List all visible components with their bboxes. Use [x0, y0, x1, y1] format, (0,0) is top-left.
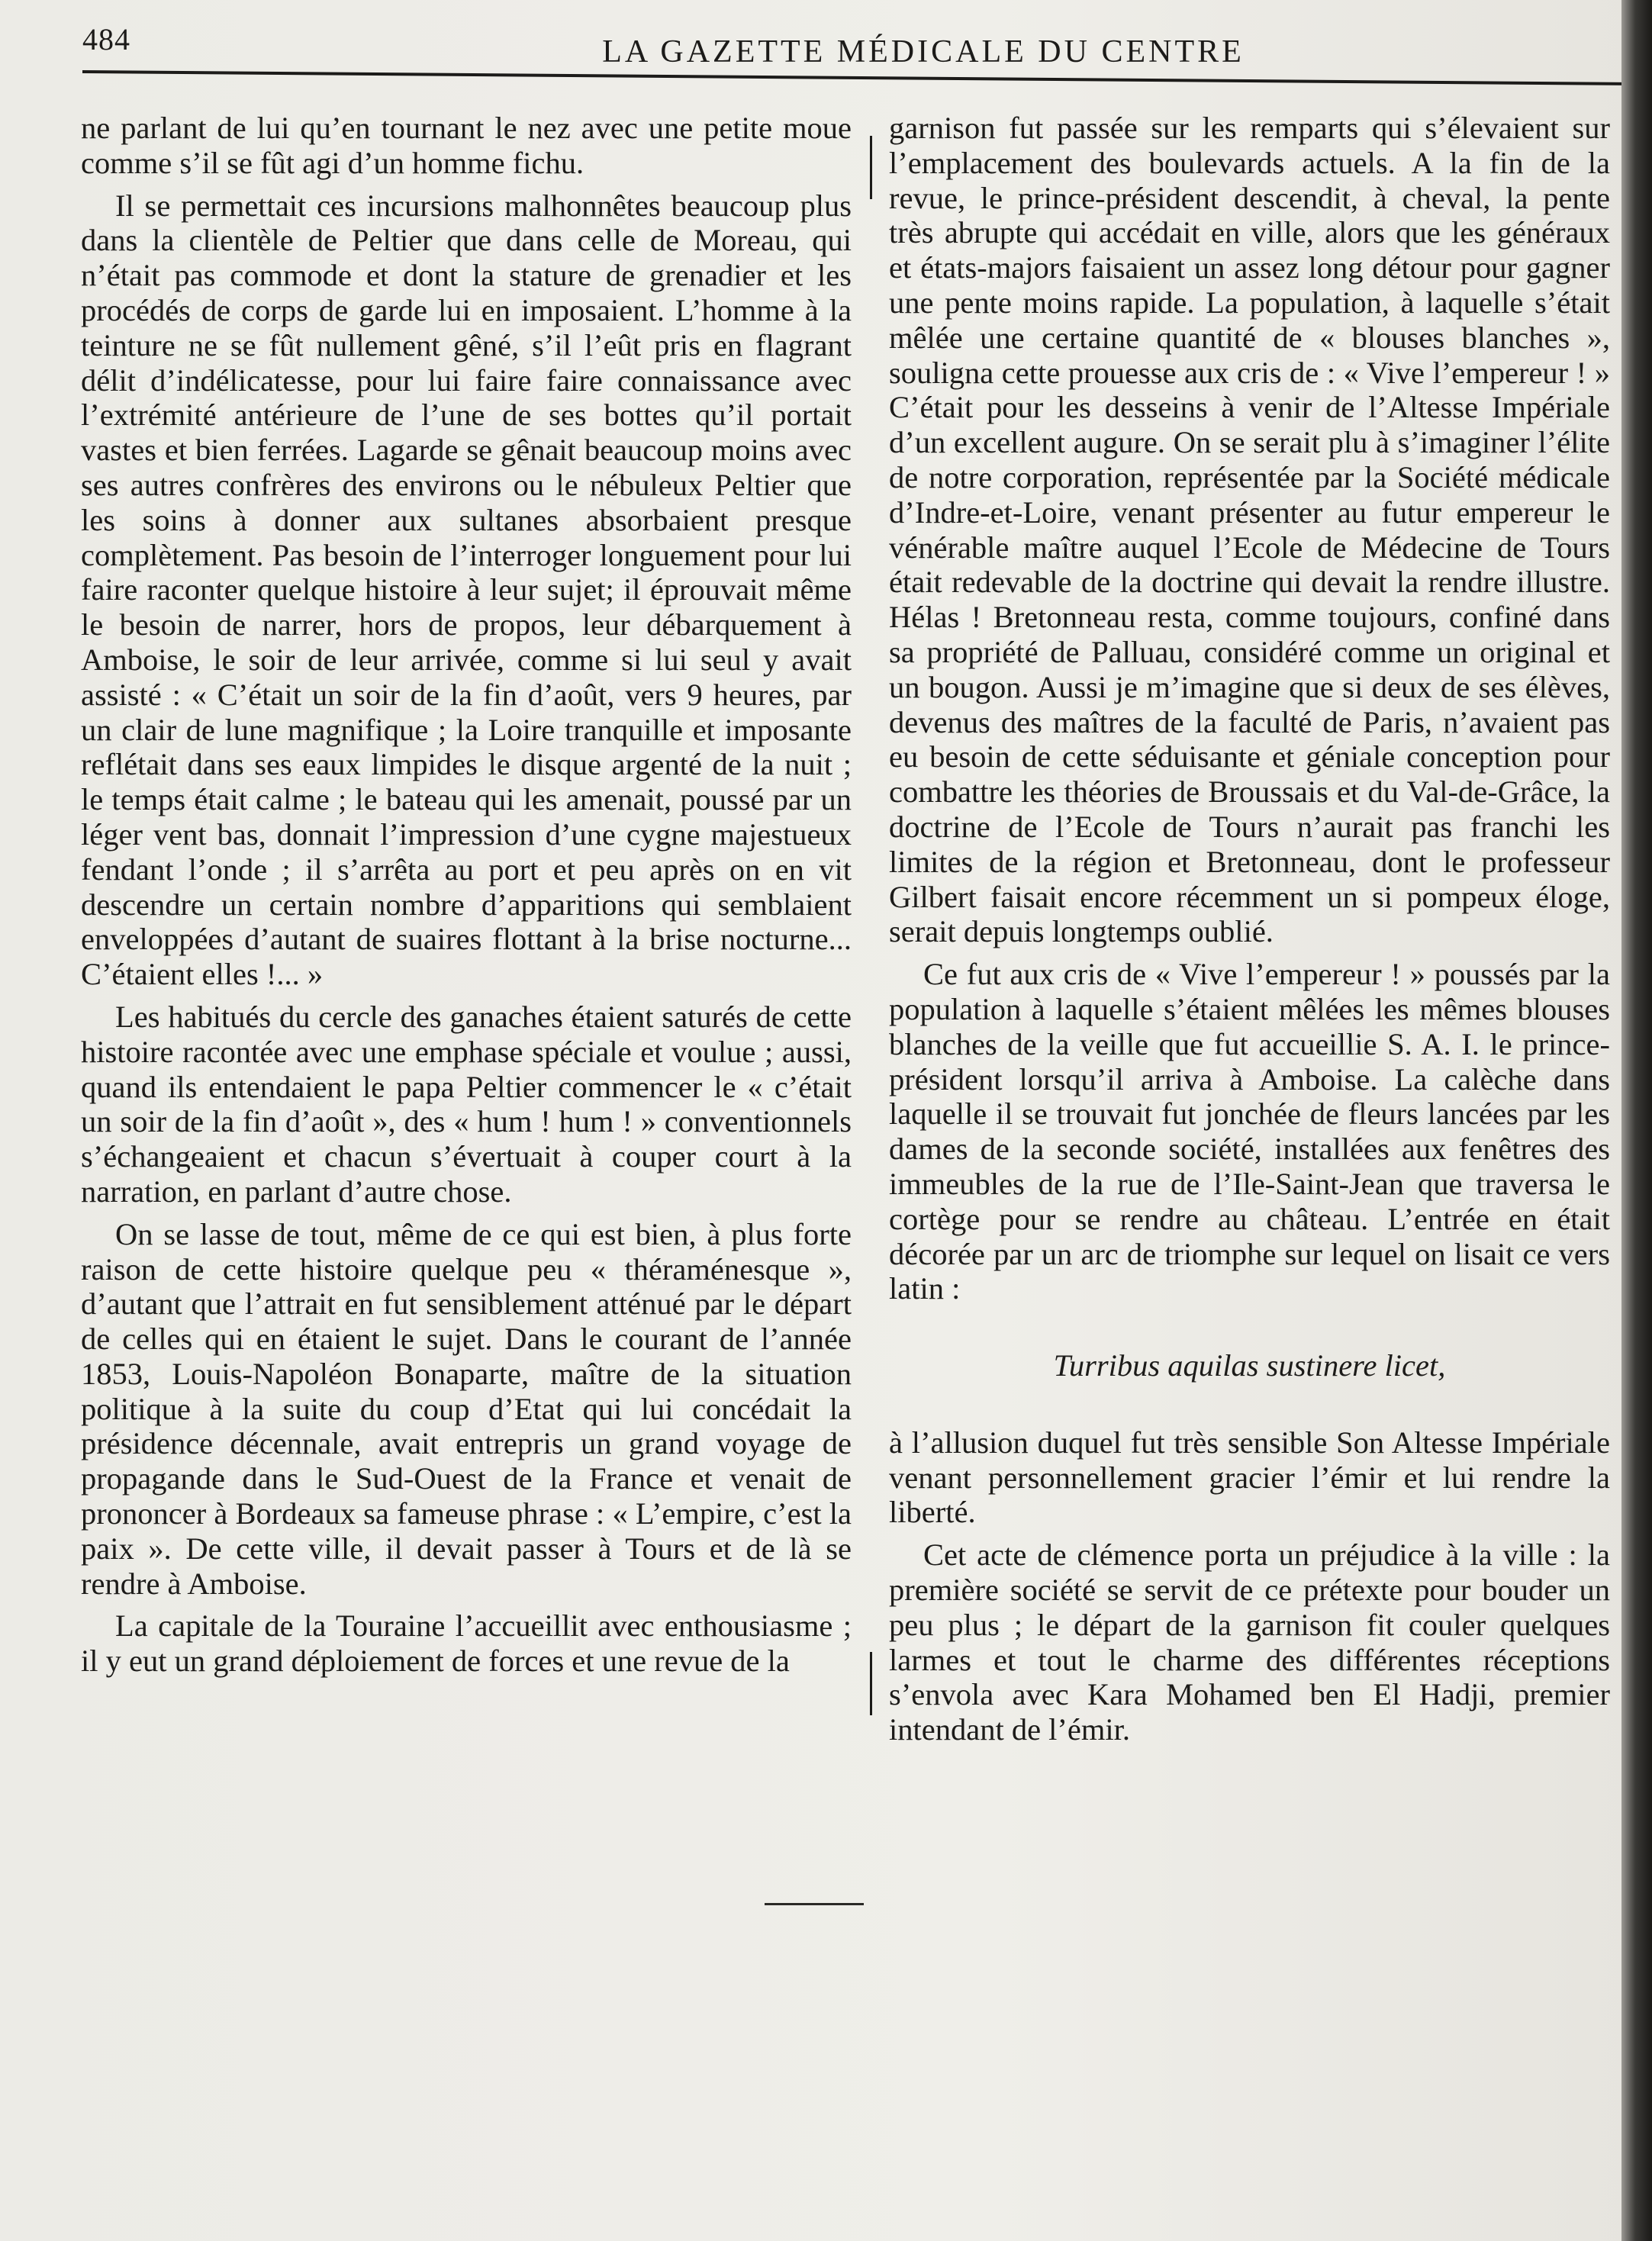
header-rule [82, 70, 1624, 85]
running-title: LA GAZETTE MÉDICALE DU CENTRE [602, 34, 1245, 69]
latin-verse: Turribus aquilas sustinere licet, [1053, 1348, 1446, 1383]
end-rule [765, 1903, 864, 1905]
page-binding-edge [1621, 0, 1652, 2241]
left-column [81, 111, 852, 1686]
paragraph: à l’allusion duquel fut très sensible Son Altesse Impériale venant personnellement gracier l’émir et lui rendre la liberté. [889, 1425, 1610, 1530]
paragraph: On se lasse de tout, même de ce qui est bien, à plus forte raison de cette histoire quelque peu « théraménesque », d’autant que l’attrait en fut sensiblement atténué par le départ de celles qui en étaient le sujet. Dans le courant de l’année 1853, Louis-Napoléon Bonaparte, maître de la situation politique à la suite du coup d’Etat qui lui concédait la présidence décennale, avait entrepris un grand voyage de propagande dans le Sud-Ouest de la France et venait de prononcer à Bordeaux sa fameuse phrase : « L’empire, c’est la paix ». De cette ville, il devait passer à Tours et de là se rendre à Amboise. [81, 1216, 852, 1601]
paragraph: garnison fut passée sur les remparts qui s’élevaient sur l’emplacement des boulevards actuels. A la fin de la revue, le prince-président descendit, à cheval, la pente très abrupte qui accédait en ville, alors que les généraux et états-majors faisaient un assez long détour pour gagner une pente moins rapide. La population, à laquelle s’était mêlée une certaine quantité de « blouses blanches », souligna cette prouesse aux cris de : « Vive l’empereur ! » C’était pour les desseins à venir de l’Altesse Impériale d’un excellent augure. On se serait plu à s’imaginer l’élite de notre corporation, représentée par la Société médicale d’Indre-et-Loire, venant présenter au futur empereur le vénérable maître auquel l’Ecole de Médecine de Tours était redevable de la doctrine qui devait la rendre illustre. Hélas ! Bretonneau resta, comme toujours, confiné dans sa propriété de Palluau, considéré comme un original et un bougon. Aussi je m’imagine que si deux de ses élèves, devenus des maîtres de la faculté de Paris, n’avaient pas eu besoin de cette séduisante et géniale conception pour combattre les théories de Broussais et du Val-de-Grâce, la doctrine de l’Ecole de Tours n’aurait pas franchi les limites de la région et Bretonneau, dont le professeur Gilbert faisait encore récemment un si pompeux éloge, serait depuis longtemps oublié. [889, 111, 1610, 949]
paragraph: Il se permettait ces incursions malhonnêtes beaucoup plus dans la clientèle de Peltier que dans celle de Moreau, qui n’était pas commode et dont la stature de grenadier et les procédés de corps de garde lui en imposaient. L’homme à la teinture ne se fût nullement gêné, s’il l’eût pris en flagrant délit d’indélicatesse, pour lui faire faire connaissance avec l’extrémité antérieure de l’une de ses bottes qu’il portait vastes et bien ferrées. Lagarde se gênait beaucoup moins avec ses autres confrères des environs ou le nébuleux Peltier que les soins à donner aux sultanes absorbaient presque complètement. Pas besoin de l’interroger longuement pour lui faire raconter quelque histoire à leur sujet; il éprouvait même le besoin de narrer, hors de propos, leur débarquement à Amboise, le soir de leur arrivée, comme si lui seul y avait assisté : « C’était un soir de la fin d’août, vers 9 heures, par un clair de lune magnifique ; la Loire tranquille et imposante reflétait dans ses eaux limpides le disque argenté de la nuit ; le temps était calme ; le bateau qui les amenait, poussé par un léger vent bas, donnait l’impression d’une cygne majestueux fendant l’onde ; il s’arrêta au port et peu après on en vit descendre un certain nombre d’apparitions qui semblaient enveloppées d’autant de suaires flottant à la brise nocturne... C’étaient elles !... » [81, 188, 852, 992]
paragraph: Cet acte de clémence porta un préjudice à la ville : la première société se servit de ce prétexte pour bouder un peu plus ; le départ de la garnison fit couler quelques larmes et tout le charme des différentes réceptions s’envola avec Kara Mohamed ben El Hadji, premier intendant de l’émir. [889, 1537, 1610, 1747]
paragraph: ne parlant de lui qu’en tournant le nez avec une petite moue comme s’il se fût agi d’un homme fichu. [81, 111, 852, 180]
paragraph: Les habitués du cercle des ganaches étaient saturés de cette histoire racontée avec une emphase spéciale et voulue ; aussi, quand ils entendaient le papa Peltier commencer le « c’était un soir de la fin d’août », des « hum ! hum ! » conventionnels s’échangeaient et chacun s’évertuait à couper court à la narration, en parlant d’autre chose. [81, 999, 852, 1209]
paragraph: Ce fut aux cris de « Vive l’empereur ! » poussés par la population à laquelle s’étaient mêlées les mêmes blouses blanches de la veille que fut accueillie S. A. I. le prince-président lorsqu’il arriva à Amboise. La calèche dans laquelle il se trouvait fut jonchée de fleurs lancées par les dames de la seconde société, installées aux fenêtres des immeubles de la rue de l’Ile-Saint-Jean que traversa le cortège pour se rendre au château. L’entrée en était décorée par un arc de triomphe sur lequel on lisait ce vers latin : [889, 957, 1610, 1306]
page-number: 484 [82, 22, 130, 56]
right-column [889, 111, 1610, 1755]
paragraph: La capitale de la Touraine l’accueillit avec enthousiasme ; il y eut un grand déploiement de forces et une revue de la [81, 1608, 852, 1679]
column-divider [870, 136, 872, 1715]
